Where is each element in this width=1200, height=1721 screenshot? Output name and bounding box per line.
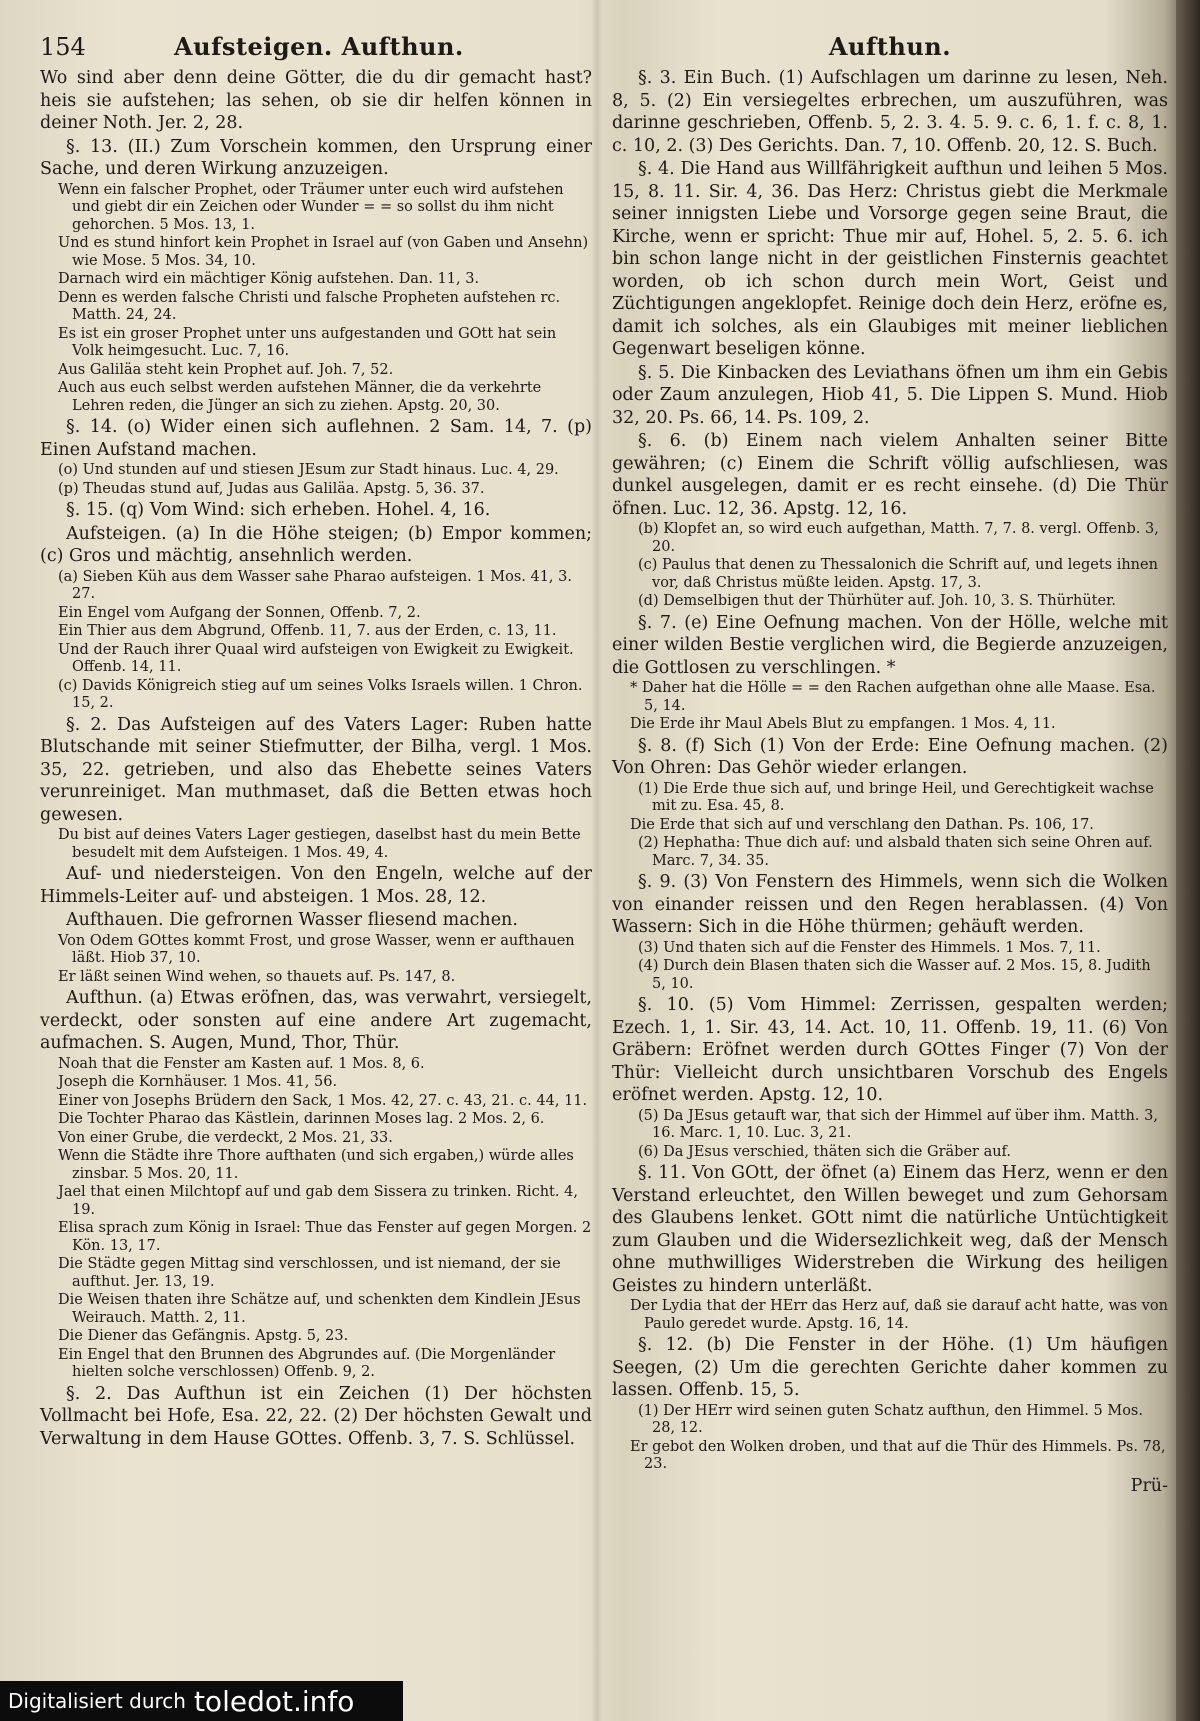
page-number: 154 (40, 33, 86, 61)
right-column (612, 32, 1168, 1498)
scripture-citation: Der Lydia that der HErr das Herz auf, daß sie darauf acht hatte, was von Paulo geredet wurde. Apstg. 16, 14. (630, 1298, 1168, 1332)
digitization-watermark (0, 1681, 403, 1721)
text-paragraph: §. 13. (II.) Zum Vorschein kommen, den Ursprung einer Sache, und deren Wirkung anzuzeigen. (40, 136, 592, 179)
text-paragraph: §. 8. (f) Sich (1) Von der Erde: Eine Oefnung machen. (2) Von Ohren: Das Gehör wieder erlangen. (612, 735, 1168, 778)
scripture-citation: (1) Die Erde thue sich auf, und bringe Heil, und Gerechtigkeit wachse mit zu. Esa. 45, 8. (638, 780, 1154, 814)
scripture-citation: Darnach wird ein mächtiger König aufstehen. Dan. 11, 3. (58, 271, 480, 287)
text-paragraph: §. 15. (q) Vom Wind: sich erheben. Hohel. 4, 16. (66, 500, 491, 520)
text-paragraph: §. 2. Das Aufthun ist ein Zeichen (1) Der höchsten Vollmacht bei Hofe, Esa. 22, 22. (2) Der höchsten Gewalt und Verwaltung in dem Hause GOttes. Offenb. 3, 7. S. Schlüssel. (40, 1383, 592, 1449)
text-paragraph: Wo sind aber denn deine Götter, die du dir gemacht hast? heis sie aufstehen; las sehen, ob sie dir helfen können in deiner Noth. Jer. 2, 28. (40, 68, 592, 133)
text-paragraph: §. 14. (o) Wider einen sich auflehnen. 2 Sam. 14, 7. (p) Einen Aufstand machen. (40, 417, 592, 460)
text-paragraph: §. 11. Von GOtt, der öfnet (a) Einem das Herz, wenn er den Verstand erleuchtet, den Willen beweget und zum Gehorsam des Glaubens lenket. GOtt nimt die natürliche Untüchtigkeit zum Glauben und die Widersezlichkeit weg, daß der Mensch ohne muthwilliges Widerstreben die Wirkung des heiligen Geistes zu hindern unterläßt. (612, 1163, 1168, 1296)
scripture-citation: (3) Und thaten sich auf die Fenster des Himmels. 1 Mos. 7, 11. (638, 939, 1101, 956)
scripture-citation: (6) Da JEsus verschied, thäten sich die Gräber auf. (638, 1143, 1012, 1160)
text-paragraph: §. 4. Die Hand aus Willfährigkeit aufthun und leihen 5 Mos. 15, 8. 11. Sir. 4, 36. Das Herz: Christus giebt die Merkmale seiner innigsten Liebe und Vorsorge gegen seine Braut, die Kirche, wenn er spricht: Thue mir auf, Hohel. 5, 2. 5. 6. ich bin schon lange nicht in der geistlichen Finsternis geachtet worden, ob ich schon durch mein Wort, Geist und Züchtigungen angeklopfet. Reinige doch dein Herz, eröfne es, damit ich solches, als ein Glaubiges mit meiner lieblichen Gegenwart beseligen könne. (612, 159, 1168, 359)
left-column-text (40, 67, 592, 1450)
scripture-citation: Du bist auf deines Vaters Lager gestiegen, daselbst hast du mein Bette besudelt mit dem Aufsteigen. 1 Mos. 49, 4. (58, 827, 581, 861)
scripture-citation: Und der Rauch ihrer Quaal wird aufsteigen von Ewigkeit zu Ewigkeit. Offenb. 14, 11. (58, 641, 574, 675)
scripture-citation: Und es stund hinfort kein Prophet in Israel auf (von Gaben und Ansehn) wie Mose. 5 Mos. 34, 10. (58, 235, 589, 269)
scripture-citation: Ein Thier aus dem Abgrund, Offenb. 11, 7. aus der Erden, c. 13, 11. (58, 623, 557, 639)
scripture-citation: Die Erde that sich auf und verschlang den Dathan. Ps. 106, 17. (630, 816, 1094, 833)
scripture-citation: Joseph die Kornhäuser. 1 Mos. 41, 56. (58, 1074, 338, 1090)
right-column-text (612, 67, 1168, 1497)
text-paragraph: §. 9. (3) Von Fenstern des Himmels, wenn sich die Wolken von einander reissen und den Regen herablassen. (4) Von Wassern: Sich in die Höhe thürmen; gehäuft werden. (612, 872, 1168, 937)
left-running-title: Aufsteigen. Aufthun. (174, 32, 464, 61)
text-paragraph: §. 7. (e) Eine Oefnung machen. Von der Hölle, welche mit einer wilden Bestie verglichen wird, die Begierde anzuzeigen, die Gottlosen zu verschlingen. * (612, 612, 1168, 678)
scripture-citation: Er gebot den Wolken droben, und that auf die Thür des Himmels. Ps. 78, 23. (630, 1438, 1166, 1472)
catchword: Prü- (1130, 1475, 1168, 1496)
scripture-citation: Die Tochter Pharao das Kästlein, darinnen Moses lag. 2 Mos. 2, 6. (58, 1111, 545, 1127)
scripture-citation: Aus Galiläa steht kein Prophet auf. Joh. 7, 52. (58, 361, 394, 378)
text-paragraph: §. 10. (5) Vom Himmel: Zerrissen, gespalten werden; Ezech. 1, 1. Sir. 43, 14. Act. 10, 11. Offenb. 19, 11. (6) Von Gräbern: Eröfnet werden durch GOttes Finger (7) Von der Thür: Vielleicht durch unsichtbaren Vorschub des Engels eröfnet werden. Apstg. 12, 10. (612, 995, 1168, 1105)
scripture-citation: Er läßt seinen Wind wehen, so thauets auf. Ps. 147, 8. (58, 968, 456, 985)
text-paragraph: §. 12. (b) Die Fenster in der Höhe. (1) Um häufigen Seegen, (2) Um die gerechten Gerichte daher kommen zu lassen. Offenb. 15, 5. (612, 1335, 1168, 1400)
scripture-citation: (p) Theudas stund auf, Judas aus Galiläa. Apstg. 5, 36. 37. (58, 480, 485, 497)
right-running-title: Aufthun. (828, 32, 952, 61)
scripture-citation: Von einer Grube, die verdeckt, 2 Mos. 21, 33. (58, 1129, 393, 1146)
right-running-head (612, 32, 1168, 66)
text-paragraph: Aufsteigen. (a) In die Höhe steigen; (b) Empor kommen; (c) Gros und mächtig, ansehnlich werden. (40, 523, 592, 566)
scripture-citation: Wenn ein falscher Prophet, oder Träumer unter euch wird aufstehen und giebt dir ein Zeichen oder Wunder = = so sollst du ihm nicht gehorchen. 5 Mos. 13, 1. (58, 181, 564, 233)
scripture-citation: (c) Paulus that denen zu Thessalonich die Schrift auf, und legets ihnen vor, daß Christus müßte leiden. Apstg. 17, 3. (638, 557, 1158, 591)
text-paragraph: Aufthauen. Die gefrornen Wasser fliesend machen. (66, 910, 518, 930)
scripture-citation: Ein Engel vom Aufgang der Sonnen, Offenb. 7, 2. (58, 604, 421, 621)
scripture-citation: Wenn die Städte ihre Thore aufthaten (und sich ergaben,) würde alles zinsbar. 5 Mos. 20, 11. (58, 1148, 574, 1182)
scripture-citation: (c) Davids Königreich stieg auf um seines Volks Israels willen. 1 Chron. 15, 2. (58, 677, 583, 711)
text-paragraph: §. 6. (b) Einem nach vielem Anhalten seiner Bitte gewähren; (c) Einem die Schrift völlig aufschliesen, was dunkel ausgelegen, damit er es recht einsehe. (d) Die Thür öfnen. Luc. 12, 36. Apstg. 12, 16. (612, 431, 1168, 519)
scripture-citation: (1) Der HErr wird seinen guten Schatz aufthun, den Himmel. 5 Mos. 28, 12. (638, 1402, 1143, 1436)
scripture-citation: Noah that die Fenster am Kasten auf. 1 Mos. 8, 6. (58, 1055, 425, 1072)
text-paragraph: Aufthun. (a) Etwas eröfnen, das, was verwahrt, versiegelt, verdeckt, oder sonsten auf eine andere Art zugemacht, aufmachen. S. Augen, Mund, Thor, Thür. (40, 988, 592, 1053)
left-running-head (40, 32, 592, 66)
text-paragraph: §. 3. Ein Buch. (1) Aufschlagen um darinne zu lesen, Neh. 8, 5. (2) Ein versiegeltes erbrechen, um auszuführen, was darinne geschrieben, Offenb. 5, 2. 3. 4. 5. 9. c. 6, 1. f. c. 8, 1. c. 10, 2. (3) Des Gerichts. Dan. 7, 10. Offenb. 20, 12. S. Buch. (612, 68, 1168, 156)
scripture-citation: (b) Klopfet an, so wird euch aufgethan, Matth. 7, 7. 8. vergl. Offenb. 3, 20. (638, 521, 1159, 555)
watermark-site: toledot.info (193, 1684, 355, 1718)
scripture-citation: (d) Demselbigen thut der Thürhüter auf. Joh. 10, 3. S. Thürhüter. (638, 593, 1117, 609)
scripture-citation: (a) Sieben Küh aus dem Wasser sahe Pharao aufsteigen. 1 Mos. 41, 3. 27. (58, 568, 572, 602)
scripture-citation: (2) Hephatha: Thue dich auf: und alsbald thaten sich seine Ohren auf. Marc. 7, 34. 35. (638, 835, 1153, 869)
watermark-label: Digitalisiert durch (8, 1689, 186, 1713)
scripture-citation: Denn es werden falsche Christi und falsche Propheten aufstehen rc. Matth. 24, 24. (58, 289, 561, 323)
scripture-citation: * Daher hat die Hölle = = den Rachen aufgethan ohne alle Maase. Esa. 5, 14. (630, 680, 1156, 714)
scripture-citation: (o) Und stunden auf und stiesen JEsum zur Stadt hinaus. Luc. 4, 29. (58, 462, 559, 478)
scripture-citation: Einer von Josephs Brüdern den Sack, 1 Mos. 42, 27. c. 43, 21. c. 44, 11. (58, 1092, 588, 1109)
scripture-citation: Auch aus euch selbst werden aufstehen Männer, die da verkehrte Lehren reden, die Jünger an sich zu ziehen. Apstg. 20, 30. (58, 380, 542, 414)
scripture-citation: Elisa sprach zum König in Israel: Thue das Fenster auf gegen Morgen. 2 Kön. 13, 17. (58, 1220, 592, 1254)
text-paragraph: §. 2. Das Aufsteigen auf des Vaters Lager: Ruben hatte Blutschande mit seiner Stiefmutter, der Bilha, vergl. 1 Mos. 35, 22. getrieben, und also das Ehebette seines Vaters verunreiniget. Man muthmaset, daß die Betten etwas hoch gewesen. (40, 714, 592, 825)
scripture-citation: Es ist ein groser Prophet unter uns aufgestanden und GOtt hat sein Volk heimgesucht. Luc. 7, 16. (58, 325, 557, 359)
scripture-citation: Die Erde ihr Maul Abels Blut zu empfangen. 1 Mos. 4, 11. (630, 716, 1056, 732)
left-column (40, 32, 592, 1451)
scripture-citation: Von Odem GOttes kommt Frost, und grose Wasser, wenn er aufthauen läßt. Hiob 37, 10. (58, 932, 575, 966)
scripture-citation: Die Städte gegen Mittag sind verschlossen, und ist niemand, der sie aufthut. Jer. 13, 19. (58, 1256, 561, 1290)
text-paragraph: Auf- und niedersteigen. Von den Engeln, welche auf der Himmels-Leiter auf- und absteigen. 1 Mos. 28, 12. (40, 864, 592, 907)
scripture-citation: Ein Engel that den Brunnen des Abgrundes auf. (Die Morgenländer hielten solche verschlossen) Offenb. 9, 2. (58, 1346, 556, 1380)
scripture-citation: (4) Durch dein Blasen thaten sich die Wasser auf. 2 Mos. 15, 8. Judith 5, 10. (638, 958, 1151, 992)
scripture-citation: (5) Da JEsus getauft war, that sich der Himmel auf über ihm. Matth. 3, 16. Marc. 1, 10. Luc. 3, 21. (638, 1107, 1158, 1141)
binding-edge (1176, 0, 1200, 1721)
page-gutter (592, 0, 602, 1721)
scripture-citation: Die Diener das Gefängnis. Apstg. 5, 23. (58, 1328, 349, 1344)
text-paragraph: §. 5. Die Kinbacken des Leviathans öfnen um ihm ein Gebis oder Zaum anzulegen, Hiob 41, 5. Die Lippen S. Mund. Hiob 32, 20. Ps. 66, 14. Ps. 109, 2. (612, 362, 1168, 428)
scripture-citation: Die Weisen thaten ihre Schätze auf, und schenkten dem Kindlein JEsus Weirauch. Matth. 2, 11. (58, 1292, 581, 1326)
scripture-citation: Jael that einen Milchtopf auf und gab dem Sissera zu trinken. Richt. 4, 19. (58, 1184, 578, 1218)
